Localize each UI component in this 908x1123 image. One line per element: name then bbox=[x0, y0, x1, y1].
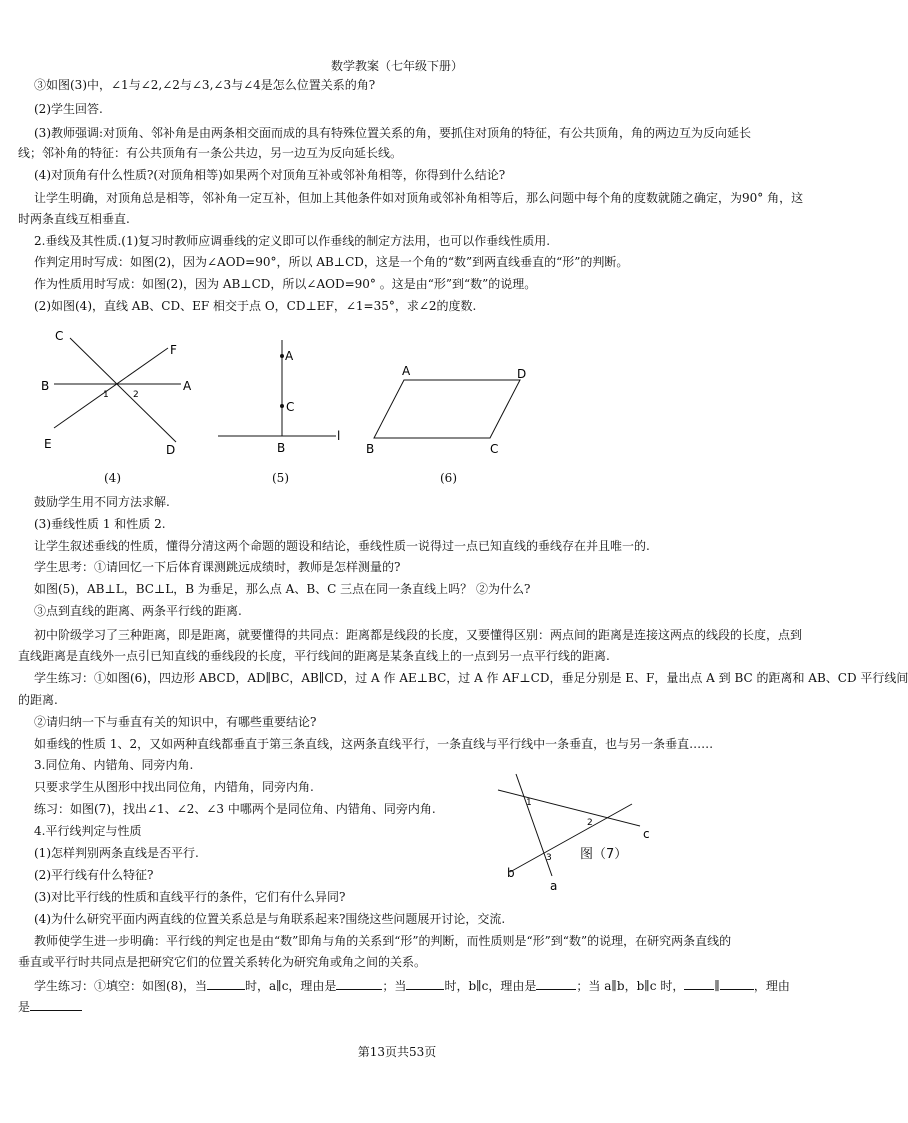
figure-4 bbox=[36, 322, 206, 462]
blank-2[interactable] bbox=[336, 977, 382, 990]
text-line: 初中阶级学习了三种距离，即是距离，就要懂得的共同点：距离都是线段的长度，又要懂得区别：两点间的距离是连接这两点的线段的长度，点到 bbox=[34, 628, 803, 642]
text-line: 教师使学生进一步明确：平行线的判定也是由“数”即角与角的关系到“形”的判断，而性质则是“形”到“数”的说理，在研究两条直线的 bbox=[34, 934, 732, 948]
fig7-label-b: b bbox=[507, 866, 515, 880]
fig6-label-c: C bbox=[490, 442, 499, 456]
fig7-label-3: 3 bbox=[546, 853, 552, 863]
text-line: ②请归纳一下与垂直有关的知识中，有哪些重要结论? bbox=[34, 715, 317, 729]
fig5-label-l: l bbox=[337, 429, 341, 443]
fig5-label-b: B bbox=[277, 441, 286, 455]
exercise-line bbox=[34, 977, 790, 994]
text-line: (2)平行线有什么特征? bbox=[34, 868, 154, 882]
text-line: (3)对比平行线的性质和直线平行的条件，它们有什么异同? bbox=[34, 890, 346, 904]
fig4-label-2: 2 bbox=[133, 390, 139, 400]
text-line: 鼓励学生用不同方法求解. bbox=[34, 495, 170, 509]
text-line: 如垂线的性质 1、2，又如两种直线都垂直于第三条直线，这两条直线平行，一条直线与平行线中一条垂直，也与另一条垂直…… bbox=[34, 737, 714, 751]
caption-fig6: (6) bbox=[440, 471, 457, 485]
page-footer: 第13页共53页 bbox=[357, 1045, 437, 1059]
fig4-label-d: D bbox=[166, 443, 176, 457]
text-line: 的距离. bbox=[18, 693, 58, 707]
exercise-text-2: 时，a∥c，理由是 bbox=[245, 979, 337, 993]
text-line: 直线距离是直线外一点引已知直线的垂线段的长度，平行线间的距离是某条直线上的一点到另一点平行线的距离. bbox=[18, 649, 610, 663]
fig4-label-e: E bbox=[44, 437, 52, 451]
text-line: 作为性质用时写成：如图(2)，因为 AB⊥CD，所以∠AOD=90° 。这是由“形”到“数”的说理。 bbox=[34, 277, 537, 291]
exercise-text-7: ，理由 bbox=[753, 979, 790, 993]
text-line: 时两条直线互相垂直. bbox=[18, 212, 130, 226]
blank-5[interactable] bbox=[684, 977, 714, 990]
fig6-label-a: A bbox=[402, 364, 411, 378]
text-line: 如图(5)，AB⊥L，BC⊥L，B 为垂足，那么点 A、B、C 三点在同一条直线上吗？ ②为什么? bbox=[34, 582, 531, 596]
text-line: 线；邻补角的特征：有公共顶角有一条公共边，另一边互为反向延长线。 bbox=[18, 146, 403, 160]
blank-4[interactable] bbox=[536, 977, 576, 990]
text-line: (1)怎样判别两条直线是否平行. bbox=[34, 846, 199, 860]
blank-6[interactable] bbox=[720, 977, 754, 990]
text-line: (2)如图(4)，直线 AB、CD、EF 相交于点 O，CD⊥EF，∠1=35°，求∠2的度数. bbox=[34, 299, 477, 313]
text-line: 学生练习：①如图(6)，四边形 ABCD，AD∥BC，AB∥CD，过 A 作 AE⊥BC，过 A 作 AF⊥CD，垂足分别是 E、F，量出点 A 到 BC 的距离和 AB、CD 平行线间 bbox=[34, 671, 908, 685]
figure-7 bbox=[490, 770, 670, 894]
text-line: (4)对顶角有什么性质?(对顶角相等)如果两个对顶角互补或邻补角相等，你得到什么结论? bbox=[34, 168, 506, 182]
blank-1[interactable] bbox=[207, 977, 245, 990]
blank-3[interactable] bbox=[406, 977, 444, 990]
caption-fig4: (4) bbox=[104, 471, 121, 485]
fig4-label-a: A bbox=[183, 379, 192, 393]
caption-fig5: (5) bbox=[272, 471, 289, 485]
text-line: 3.同位角、内错角、同旁内角. bbox=[34, 758, 194, 772]
fig6-label-d: D bbox=[517, 367, 527, 381]
fig6-label-b: B bbox=[366, 442, 375, 456]
fig4-label-b: B bbox=[41, 379, 50, 393]
text-line: 学生思考：①请回忆一下后体育课测跳远成绩时，教师是怎样测量的? bbox=[34, 560, 401, 574]
text-line: 只要求学生从图形中找出同位角，内错角，同旁内角. bbox=[34, 780, 314, 794]
text-line: 作判定用时写成：如图(2)，因为∠AOD=90°，所以 AB⊥CD，这是一个角的“数”到两直线垂直的“形”的判断。 bbox=[34, 255, 629, 269]
exercise-text-4: 时，b∥c，理由是 bbox=[444, 979, 537, 993]
exercise-text-1: 学生练习：①填空：如图(8)，当 bbox=[34, 979, 207, 993]
text-line: (3)垂线性质 1 和性质 2. bbox=[34, 517, 166, 531]
exercise-text-8: 是 bbox=[18, 1000, 31, 1014]
text-line: ③如图(3)中，∠1与∠2,∠2与∠3,∠3与∠4是怎么位置关系的角? bbox=[34, 78, 376, 92]
text-line: 垂直或平行时共同点是把研究它们的位置关系转化为研究角或角之间的关系。 bbox=[18, 955, 427, 969]
text-line: 让学生叙述垂线的性质，懂得分清这两个命题的题设和结论，垂线性质一说得过一点已知直线的垂线存在并且唯一的. bbox=[34, 539, 650, 553]
figure-6 bbox=[362, 362, 542, 462]
text-line: ③点到直线的距离、两条平行线的距离. bbox=[34, 604, 242, 618]
exercise-text-5: ；当 a∥b，b∥c 时， bbox=[576, 979, 685, 993]
fig5-label-a: A bbox=[285, 349, 294, 363]
exercise-text-6: ∥ bbox=[714, 979, 720, 993]
text-line: 2.垂线及其性质.(1)复习时教师应调垂线的定义即可以作垂线的制定方法用，也可以作垂线性质用. bbox=[34, 234, 551, 248]
text-line: (4)为什么研究平面内两直线的位置关系总是与角联系起来?围绕这些问题展开讨论，交流. bbox=[34, 912, 506, 926]
fig7-label-1: 1 bbox=[526, 798, 532, 808]
exercise-line-2 bbox=[18, 998, 82, 1015]
figure-5 bbox=[212, 330, 352, 460]
fig7-label-c: c bbox=[643, 827, 650, 841]
fig4-label-1: 1 bbox=[103, 390, 109, 400]
text-line: 让学生明确，对顶角总是相等，邻补角一定互补，但加上其他条件如对顶角或邻补角相等后，那么问题中每个角的度数就随之确定，为90° 角，这 bbox=[34, 191, 804, 205]
blank-7[interactable] bbox=[30, 998, 82, 1011]
fig7-label-a: a bbox=[550, 879, 558, 893]
fig4-label-c: C bbox=[55, 329, 64, 343]
text-line: 练习：如图(7)，找出∠1、∠2、∠3 中哪两个是同位角、内错角、同旁内角. bbox=[34, 802, 436, 816]
page-header: 数学教案（七年级下册） bbox=[330, 59, 463, 73]
fig7-label-2: 2 bbox=[587, 818, 593, 828]
fig5-label-c: C bbox=[286, 400, 295, 414]
caption-fig7: 图（7） bbox=[580, 847, 628, 862]
text-line: 4.平行线判定与性质 bbox=[34, 824, 142, 838]
text-line: (3)教师强调:对顶角、邻补角是由两条相交面而成的具有特殊位置关系的角，要抓住对顶角的特征，有公共顶角，角的两边互为反向延长 bbox=[34, 126, 752, 140]
text-line: (2)学生回答. bbox=[34, 102, 103, 116]
exercise-text-3: ；当 bbox=[382, 979, 407, 993]
fig4-label-f: F bbox=[170, 343, 177, 357]
